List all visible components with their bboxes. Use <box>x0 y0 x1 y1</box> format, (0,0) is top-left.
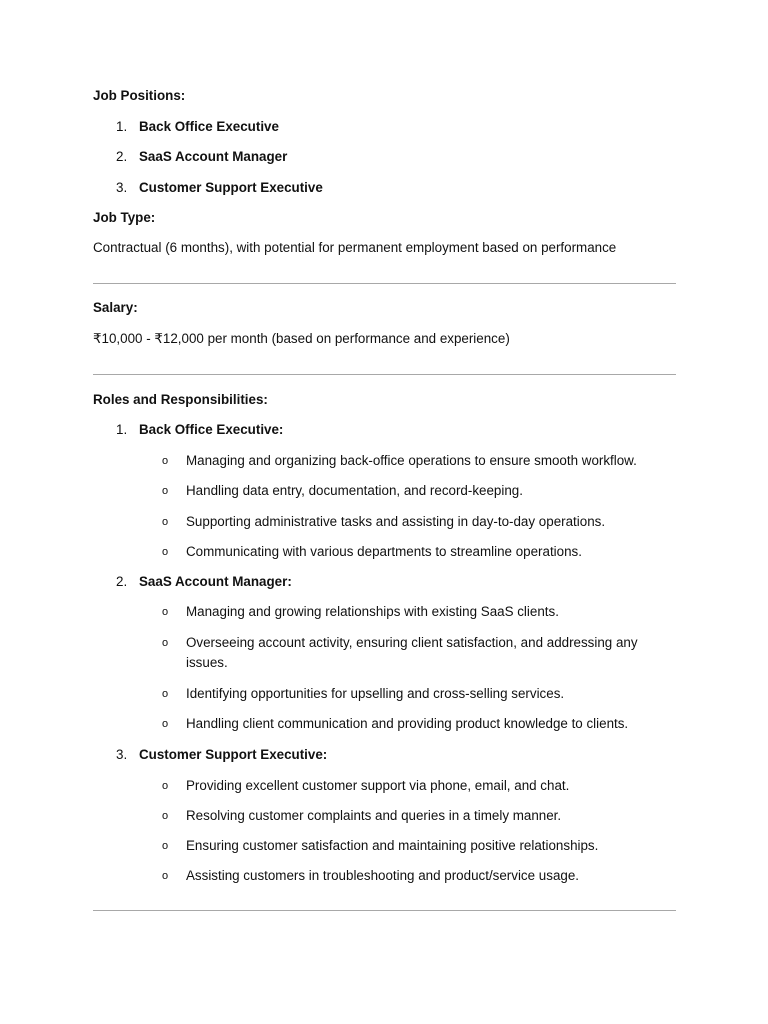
role-title: Customer Support Executive: <box>139 747 328 762</box>
responsibility-item: Handling data entry, documentation, and record-keeping. <box>186 483 523 498</box>
salary-heading: Salary: <box>93 300 138 315</box>
role-title: SaaS Account Manager: <box>139 574 292 589</box>
bullet-icon: o <box>162 516 169 528</box>
bullet-icon: o <box>162 780 169 792</box>
list-number: 3. <box>116 180 128 195</box>
job-position-item: SaaS Account Manager <box>139 149 288 164</box>
bullet-icon: o <box>162 840 169 852</box>
responsibility-item: Ensuring customer satisfaction and maintaining positive relationships. <box>186 838 599 853</box>
list-number: 2. <box>116 574 128 589</box>
bullet-icon: o <box>162 546 169 558</box>
responsibility-item: Identifying opportunities for upselling and cross-selling services. <box>186 686 565 701</box>
job-type-heading: Job Type: <box>93 210 156 225</box>
responsibility-item: Providing excellent customer support via phone, email, and chat. <box>186 778 570 793</box>
responsibility-item: Overseeing account activity, ensuring client satisfaction, and addressing any issues. <box>186 635 638 670</box>
job-position-item: Back Office Executive <box>139 119 279 134</box>
responsibility-item: Handling client communication and providing product knowledge to clients. <box>186 716 629 731</box>
list-number: 1. <box>116 119 128 134</box>
section-divider <box>93 910 676 911</box>
job-positions-heading: Job Positions: <box>93 88 186 103</box>
bullet-icon: o <box>162 606 169 618</box>
responsibility-item: Assisting customers in troubleshooting and product/service usage. <box>186 868 580 883</box>
roles-heading: Roles and Responsibilities: <box>93 392 268 407</box>
bullet-icon: o <box>162 870 169 882</box>
responsibility-item: Communicating with various departments to streamline operations. <box>186 544 582 559</box>
responsibility-item: Resolving customer complaints and queries in a timely manner. <box>186 808 562 823</box>
responsibility-item: Supporting administrative tasks and assisting in day-to-day operations. <box>186 514 606 529</box>
bullet-icon: o <box>162 688 169 700</box>
bullet-icon: o <box>162 485 169 497</box>
responsibility-item: Managing and growing relationships with existing SaaS clients. <box>186 604 559 619</box>
list-number: 1. <box>116 422 128 437</box>
section-divider <box>93 374 676 375</box>
bullet-icon: o <box>162 637 169 649</box>
job-type-text: Contractual (6 months), with potential for permanent employment based on performance <box>93 240 617 255</box>
bullet-icon: o <box>162 810 169 822</box>
section-divider <box>93 283 676 284</box>
list-number: 2. <box>116 149 128 164</box>
list-number: 3. <box>116 747 128 762</box>
role-title: Back Office Executive: <box>139 422 284 437</box>
job-position-item: Customer Support Executive <box>139 180 323 195</box>
bullet-icon: o <box>162 455 169 467</box>
bullet-icon: o <box>162 718 169 730</box>
responsibility-item: Managing and organizing back-office operations to ensure smooth workflow. <box>186 453 637 468</box>
salary-text: ₹10,000 - ₹12,000 per month (based on performance and experience) <box>93 331 510 346</box>
